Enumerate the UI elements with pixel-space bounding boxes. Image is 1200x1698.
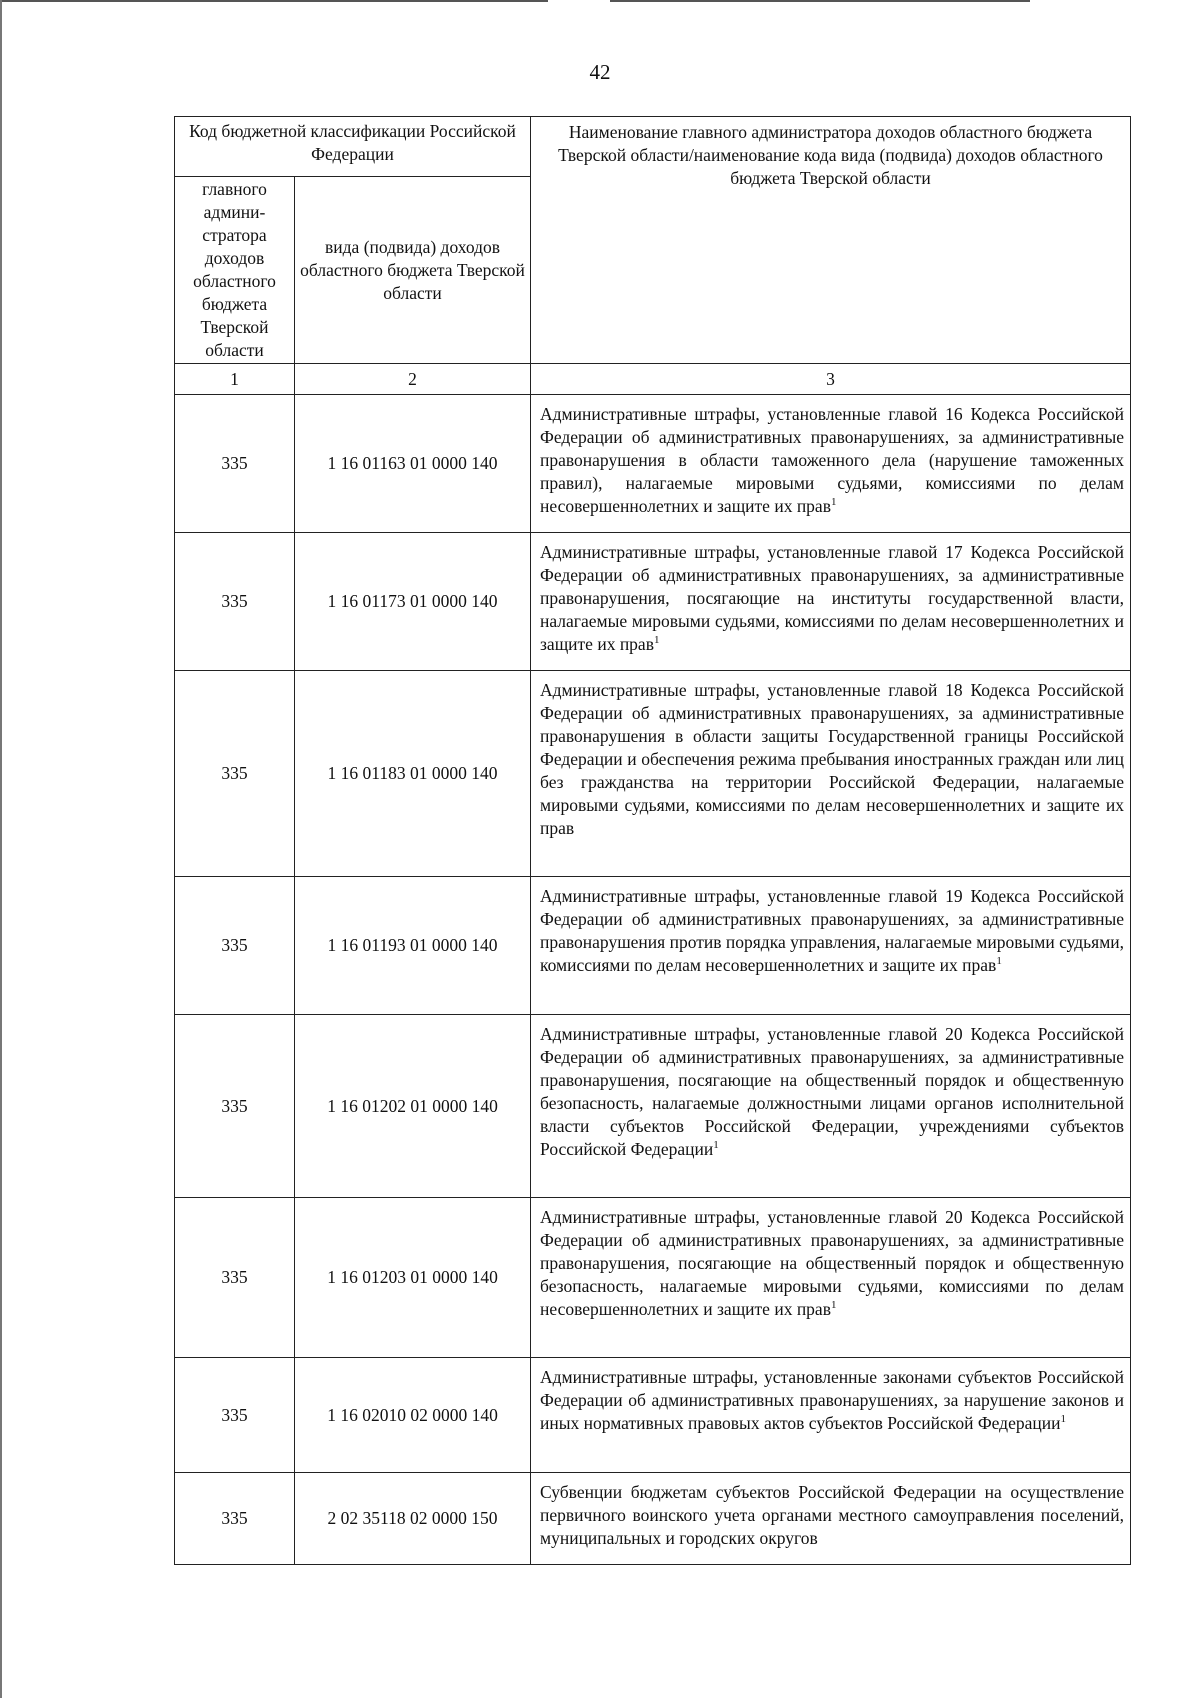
- table-row: [175, 395, 1131, 533]
- kbk-code-cell: 1 16 01163 01 0000 140: [295, 395, 531, 533]
- table-row: [175, 877, 1131, 1015]
- header-revenue-type-code-label: вида (подвида) доходов областного бюджета Тверской области: [300, 236, 525, 303]
- description-cell: [531, 1198, 1131, 1358]
- description-text: Административные штрафы, установленные главой 16 Кодекса Российской Федерации об административных правонарушениях, за административные правонарушения в области таможенного дела (нарушение таможенных правил), налагаемые мировыми судьями, комиссиями по делам несовершеннолетних и защите их прав: [540, 404, 1125, 516]
- description-text: Административные штрафы, установленные главой 18 Кодекса Российской Федерации об административных правонарушениях, за административные правонарушения в области защиты Государственной границы Российской Федерации и обеспечения режима пребывания иностранных граждан или лиц без гражданства на территории Российской Федерации, налагаемые мировыми судьями, комиссиями по делам несовершеннолетних и защите их прав: [540, 680, 1125, 838]
- kbk-code-cell: 2 02 35118 02 0000 150: [295, 1473, 531, 1565]
- description-text: Административные штрафы, установленные законами субъектов Российской Федерации об административных правонарушениях, за нарушение законов и иных нормативных правовых актов субъектов Российской Федерации: [540, 1367, 1125, 1433]
- scan-border-left: [0, 0, 2, 1698]
- description-cell: [531, 395, 1131, 533]
- description-text: Административные штрафы, установленные главой 17 Кодекса Российской Федерации об административных правонарушениях, за административные правонарушения, посягающие на институты государственной власти, налагаемые мировыми судьями, комиссиями по делам несовершеннолетних и защите их прав: [540, 542, 1125, 654]
- kbk-code-cell: 1 16 01183 01 0000 140: [295, 671, 531, 877]
- scan-border-top-right: [610, 0, 1030, 2]
- table-row: [175, 1198, 1131, 1358]
- header-revenue-type-code: [295, 177, 531, 364]
- column-number-3: 3: [531, 364, 1131, 395]
- description-cell: [531, 1358, 1131, 1473]
- header-row-group: [175, 117, 1131, 177]
- header-budget-code-group: Код бюджетной классификации Российской Федерации: [175, 117, 531, 177]
- table-row: [175, 671, 1131, 877]
- description-text: Административные штрафы, установленные главой 19 Кодекса Российской Федерации об административных правонарушениях, за административные правонарушения против порядка управления, налагаемые мировыми судьями, комиссиями по делам несовершеннолетних и защите их прав: [540, 886, 1125, 975]
- description-text: Административные штрафы, установленные главой 20 Кодекса Российской Федерации об административных правонарушениях, за административные правонарушения, посягающие на общественный порядок и общественную безопасность, налагаемые мировыми судьями, комиссиями по делам несовершеннолетних и защите их прав: [540, 1207, 1125, 1319]
- footnote-mark: 1: [996, 955, 1002, 968]
- table-row: [175, 533, 1131, 671]
- kbk-code-cell: 1 16 01193 01 0000 140: [295, 877, 531, 1015]
- footnote-mark: 1: [713, 1139, 719, 1152]
- kbk-code-cell: 1 16 01202 01 0000 140: [295, 1015, 531, 1198]
- table-row: [175, 1015, 1131, 1198]
- administrator-code-cell: 335: [175, 395, 295, 533]
- administrator-code-cell: 335: [175, 1473, 295, 1565]
- header-administrator-name: Наименование главного администратора доходов областного бюджета Тверской области/наименование кода вида (подвида) доходов областного бюджета Тверской области: [531, 117, 1131, 364]
- description-cell: [531, 1473, 1131, 1565]
- kbk-code-cell: 1 16 01203 01 0000 140: [295, 1198, 531, 1358]
- scan-border-top-left: [0, 0, 548, 2]
- administrator-code-cell: 335: [175, 1198, 295, 1358]
- description-text: Административные штрафы, установленные главой 20 Кодекса Российской Федерации об административных правонарушениях, за административные правонарушения, посягающие на общественный порядок и общественную безопасность, налагаемые должностными лицами органов исполнительной власти субъектов Российской Федерации, учреждениями субъектов Российской Федерации: [540, 1024, 1125, 1159]
- header-administrator-code: главного админи-стратора доходов областного бюджета Тверской области: [175, 177, 295, 364]
- page-number: 42: [589, 60, 611, 84]
- administrator-code-cell: 335: [175, 533, 295, 671]
- description-cell: [531, 1015, 1131, 1198]
- footnote-mark: 1: [830, 496, 837, 509]
- administrator-code-cell: 335: [175, 1015, 295, 1198]
- administrator-code-cell: 335: [175, 1358, 295, 1473]
- kbk-code-cell: 1 16 02010 02 0000 140: [295, 1358, 531, 1473]
- table-row: [175, 1473, 1131, 1565]
- column-number-1: 1: [175, 364, 295, 395]
- column-number-row: [175, 364, 1131, 395]
- revenue-classification-table: [174, 116, 1131, 1565]
- column-number-2: 2: [295, 364, 531, 395]
- description-cell: [531, 533, 1131, 671]
- table-row: [175, 1358, 1131, 1473]
- footnote-mark: 1: [1060, 1413, 1066, 1426]
- description-cell: [531, 877, 1131, 1015]
- kbk-code-cell: 1 16 01173 01 0000 140: [295, 533, 531, 671]
- description-cell: [531, 671, 1131, 877]
- description-text: Субвенции бюджетам субъектов Российской Федерации на осуществление первичного воинского учета органами местного самоуправления поселений, муниципальных и городских округов: [540, 1482, 1125, 1548]
- administrator-code-cell: 335: [175, 671, 295, 877]
- footnote-mark: 1: [653, 634, 660, 647]
- footnote-mark: 1: [830, 1299, 837, 1312]
- administrator-code-cell: 335: [175, 877, 295, 1015]
